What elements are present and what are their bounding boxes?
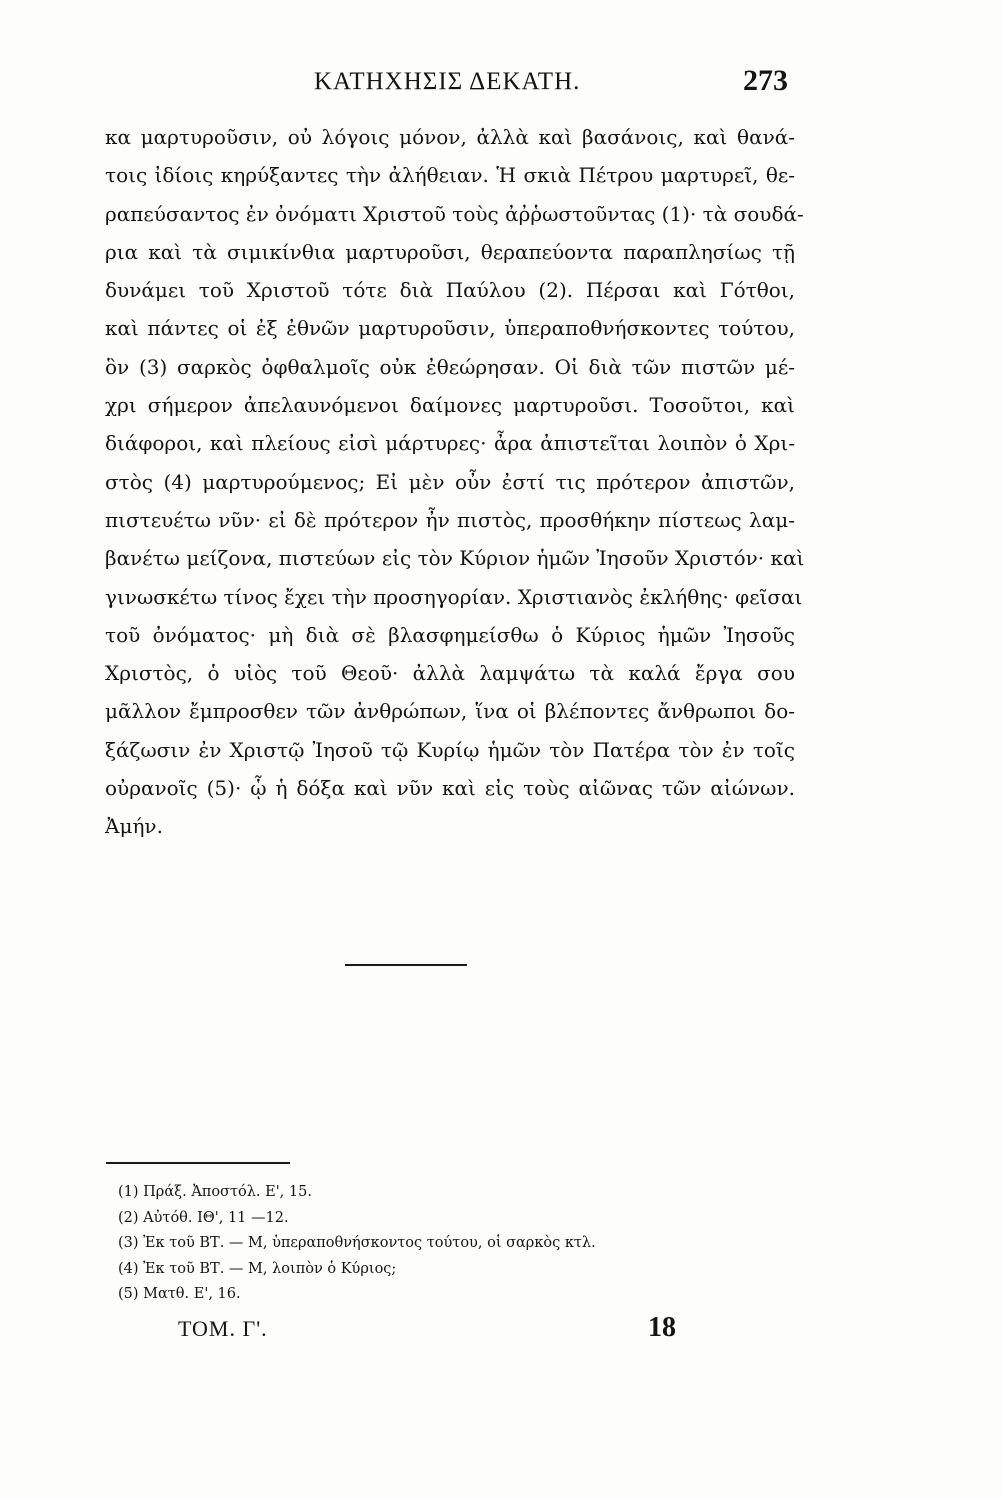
text-line: μᾶλλον ἔμπροσθεν τῶν ἀνθρώπων, ἵνα οἱ βλέποντες ἄνθρωποι δο- — [105, 699, 795, 724]
text-line: κα μαρτυροῦσιν, οὐ λόγοις μόνον, ἀλλὰ καὶ βασάνοις, καὶ θανά- — [105, 125, 795, 149]
signature-mark: 18 — [648, 1312, 676, 1343]
text-line: γινωσκέτω τίνος ἔχει τὴν προσηγορίαν. Χριστιανὸς ἐκλήθης· φεῖσαι — [105, 584, 803, 609]
volume-label: ΤΟΜ. Γ'. — [178, 1316, 268, 1341]
footnote: (2) Αὐτόθ. ΙΘ', 11 —12. — [118, 1209, 289, 1226]
footnotes — [118, 1180, 798, 1308]
text-line: πιστευέτω νῦν· εἰ δὲ πρότερον ἦν πιστὸς, προσθήκην πίστεως λαμ- — [105, 507, 795, 532]
text-line: στὸς (4) μαρτυρούμενος; Εἰ μὲν οὖν ἐστί τις πρότερον ἀπιστῶν, — [105, 469, 795, 494]
text-line: τοῦ ὀνόματος· μὴ διὰ σὲ βλασφημείσθω ὁ Κύριος ἡμῶν Ἰησοῦς — [105, 622, 795, 647]
footnote: (4) Ἐκ τοῦ ΒΤ. — Μ, λοιπὸν ὁ Κύριος; — [118, 1260, 397, 1277]
text-line: τοις ἰδίοις κηρύξαντες τὴν ἀλήθειαν. Ἡ σκιὰ Πέτρου μαρτυρεῖ, θε- — [105, 163, 795, 188]
text-line: καὶ πάντες οἱ ἐξ ἐθνῶν μαρτυροῦσιν, ὑπεραποθνήσκοντες τούτου, — [105, 316, 795, 341]
text-line: βανέτω μείζονα, πιστεύων εἰς τὸν Κύριον ἡμῶν Ἰησοῦν Χριστόν· καὶ — [105, 546, 805, 571]
page-header — [108, 64, 796, 108]
page-footer — [178, 1312, 778, 1356]
main-text — [105, 118, 805, 846]
footnote: (1) Πράξ. Ἀποστόλ. Ε', 15. — [118, 1184, 312, 1200]
text-line: Χριστὸς, ὁ υἱὸς τοῦ Θεοῦ· ἀλλὰ λαμψάτω τὰ καλά ἔργα σου — [105, 661, 795, 686]
text-line: ραπεύσαντος ἐν ὀνόματι Χριστοῦ τοὺς ἀῤῥωστοῦντας (1)· τὰ σουδά- — [105, 201, 804, 226]
text-line: χρι σήμερον ἀπελαυνόμενοι δαίμονες μαρτυροῦσι. Τοσοῦτοι, καὶ — [105, 393, 795, 418]
text-line: ρια καὶ τὰ σιμικίνθια μαρτυροῦσι, θεραπεύοντα παραπλησίως τῇ — [105, 239, 795, 264]
running-head: ΚΑΤΗΧΗΣΙΣ ΔΕΚΑΤΗ. — [314, 68, 581, 95]
text-line: ὃν (3) σαρκὸς ὀφθαλμοῖς οὐκ ἐθεώρησαν. Οἱ διὰ τῶν πιστῶν μέ- — [105, 354, 795, 379]
text-line: διάφοροι, καὶ πλείους εἰσὶ μάρτυρες· ἆρα ἀπιστεῖται λοιπὸν ὁ Χρι- — [105, 431, 795, 456]
footnote: (3) Ἐκ τοῦ ΒΤ. — Μ, ὑπεραποθνήσκοντος τούτου, οἱ σαρκὸς κτλ. — [118, 1235, 596, 1251]
section-divider — [345, 964, 467, 966]
text-line: δυνάμει τοῦ Χριστοῦ τότε διὰ Παύλου (2). Πέρσαι καὶ Γότθοι, — [105, 278, 795, 303]
footnote-rule — [106, 1162, 290, 1164]
text-line: ξάζωσιν ἐν Χριστῷ Ἰησοῦ τῷ Κυρίῳ ἡμῶν τὸν Πατέρα τὸν ἐν τοῖς — [105, 737, 795, 762]
text-line-final: Ἀμήν. — [105, 814, 163, 839]
text-line: οὐρανοῖς (5)· ᾧ ἡ δόξα καὶ νῦν καὶ εἰς τοὺς αἰῶνας τῶν αἰώνων. — [105, 776, 795, 801]
page-number: 273 — [743, 64, 788, 97]
footnote: (5) Ματθ. Ε', 16. — [118, 1286, 241, 1302]
